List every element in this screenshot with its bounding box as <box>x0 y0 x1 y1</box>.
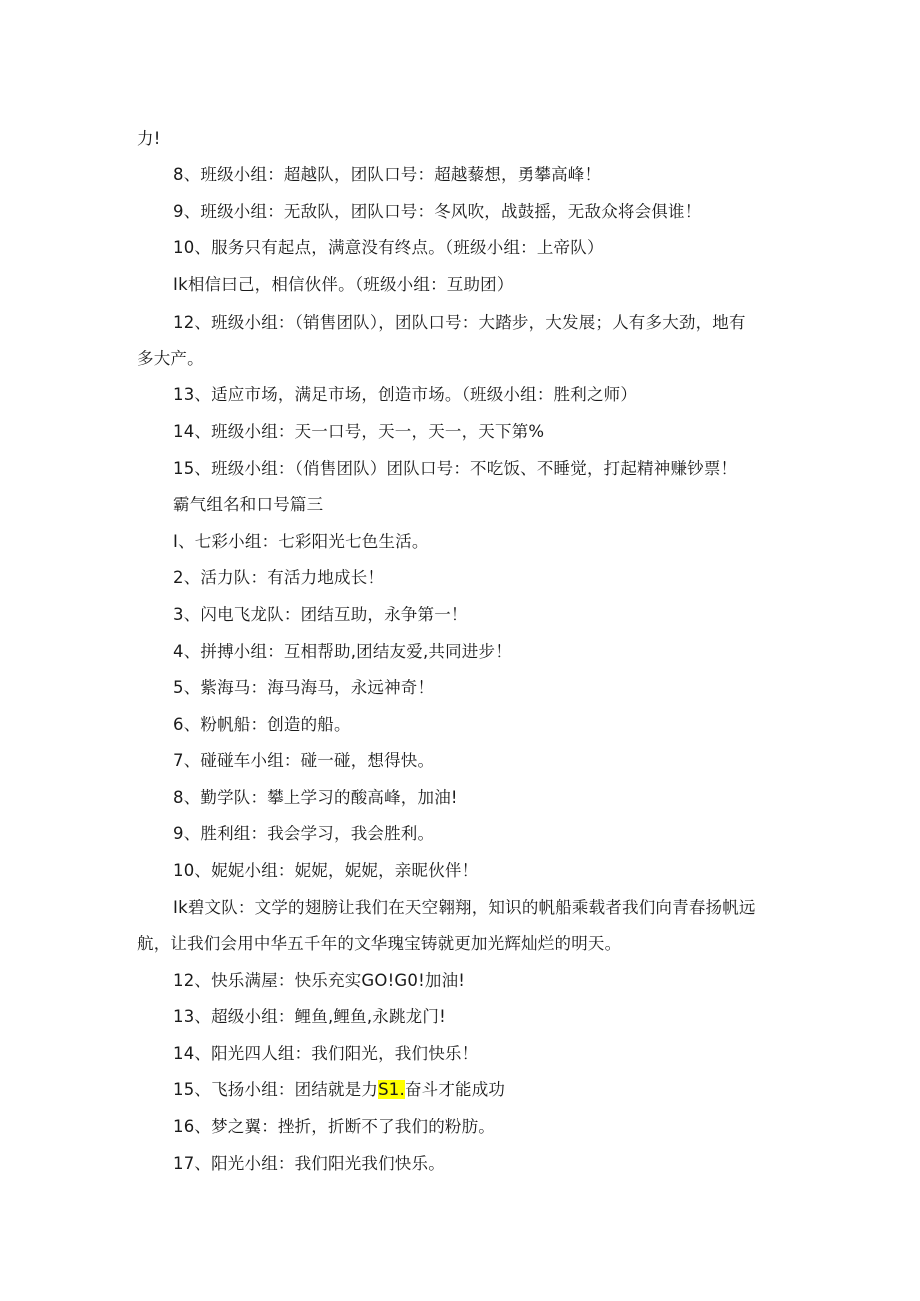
text-line: 2、活力队：有活力地成长！ <box>173 568 385 587</box>
text-line: 16、梦之翼：挫折，折断不了我们的粉肪。 <box>173 1117 495 1136</box>
text-line: 力! <box>137 129 161 148</box>
text-line: 3、闪电飞龙队：团结互助，永争第一！ <box>173 605 468 624</box>
text-line: 15、班级小组：（俏售团队）团队口号：不吃饭、不睡觉，打起精神赚钞票！ <box>173 459 738 478</box>
text-line: 4、拼搏小组：互相帮助,团结友爱,共同进步！ <box>173 642 512 661</box>
text-line: 13、超级小组：鲤鱼,鲤鱼,永跳龙门! <box>173 1007 446 1026</box>
text-line: 9、胜利组：我会学习，我会胜利。 <box>173 824 435 843</box>
text-line: 多大产。 <box>137 349 204 368</box>
text-line: 5、紫海马：海马海马，永远神奇！ <box>173 678 435 697</box>
section-heading: 霸气组名和口号篇三 <box>173 495 324 514</box>
text-line: 6、粉帆船：创造的船。 <box>173 715 351 734</box>
text-line: 14、班级小组：天一口号，天一，天一，天下第% <box>173 422 545 441</box>
text-segment: 奋斗才能成功 <box>404 1080 506 1099</box>
text-line: 17、阳光小组：我们阳光我们快乐。 <box>173 1154 445 1173</box>
text-line: I、七彩小组：七彩阳光七色生活。 <box>173 532 429 551</box>
highlighted-text: S1. <box>378 1080 405 1099</box>
text-line: 8、勤学队：攀上学习的酸高峰，加油! <box>173 788 458 807</box>
text-line: 9、班级小组：无敌队，团队口号：冬风吹，战鼓摇，无敌众将会俱谁！ <box>173 202 702 221</box>
text-line: 10、妮妮小组：妮妮，妮妮，亲昵伙伴！ <box>173 861 479 880</box>
text-segment: 15、飞扬小组：团结就是力 <box>173 1080 379 1099</box>
text-line: 13、适应市场，满足市场，创造市场。（班级小组：胜利之师） <box>173 385 638 404</box>
text-line: Ik碧文队：文学的翅膀让我们在天空翱翔，知识的帆船乘载者我们向青春扬帆远 <box>173 898 756 917</box>
text-line: 8、班级小组：超越队，团队口号：超越藜想，勇攀高峰！ <box>173 165 602 184</box>
text-line-highlighted <box>173 1079 505 1101</box>
text-line: 12、快乐满屋：快乐充实GO!G0!加油! <box>173 971 466 990</box>
text-line: 12、班级小组：（销售团队），团队口号：大踏步，大发展；人有多大劲，地有 <box>173 313 746 332</box>
text-line: 7、碰碰车小组：碰一碰，想得快。 <box>173 751 435 770</box>
text-line: Ik相信曰己，相信伙伴。（班级小组：互助团） <box>173 275 514 294</box>
text-line: 航，让我们会用中华五千年的文华瑰宝铸就更加光辉灿烂的明天。 <box>137 934 622 953</box>
text-line: 10、服务只有起点，满意没有终点。（班级小组：上帝队） <box>173 238 604 257</box>
text-line: 14、阳光四人组：我们阳光，我们快乐！ <box>173 1044 479 1063</box>
